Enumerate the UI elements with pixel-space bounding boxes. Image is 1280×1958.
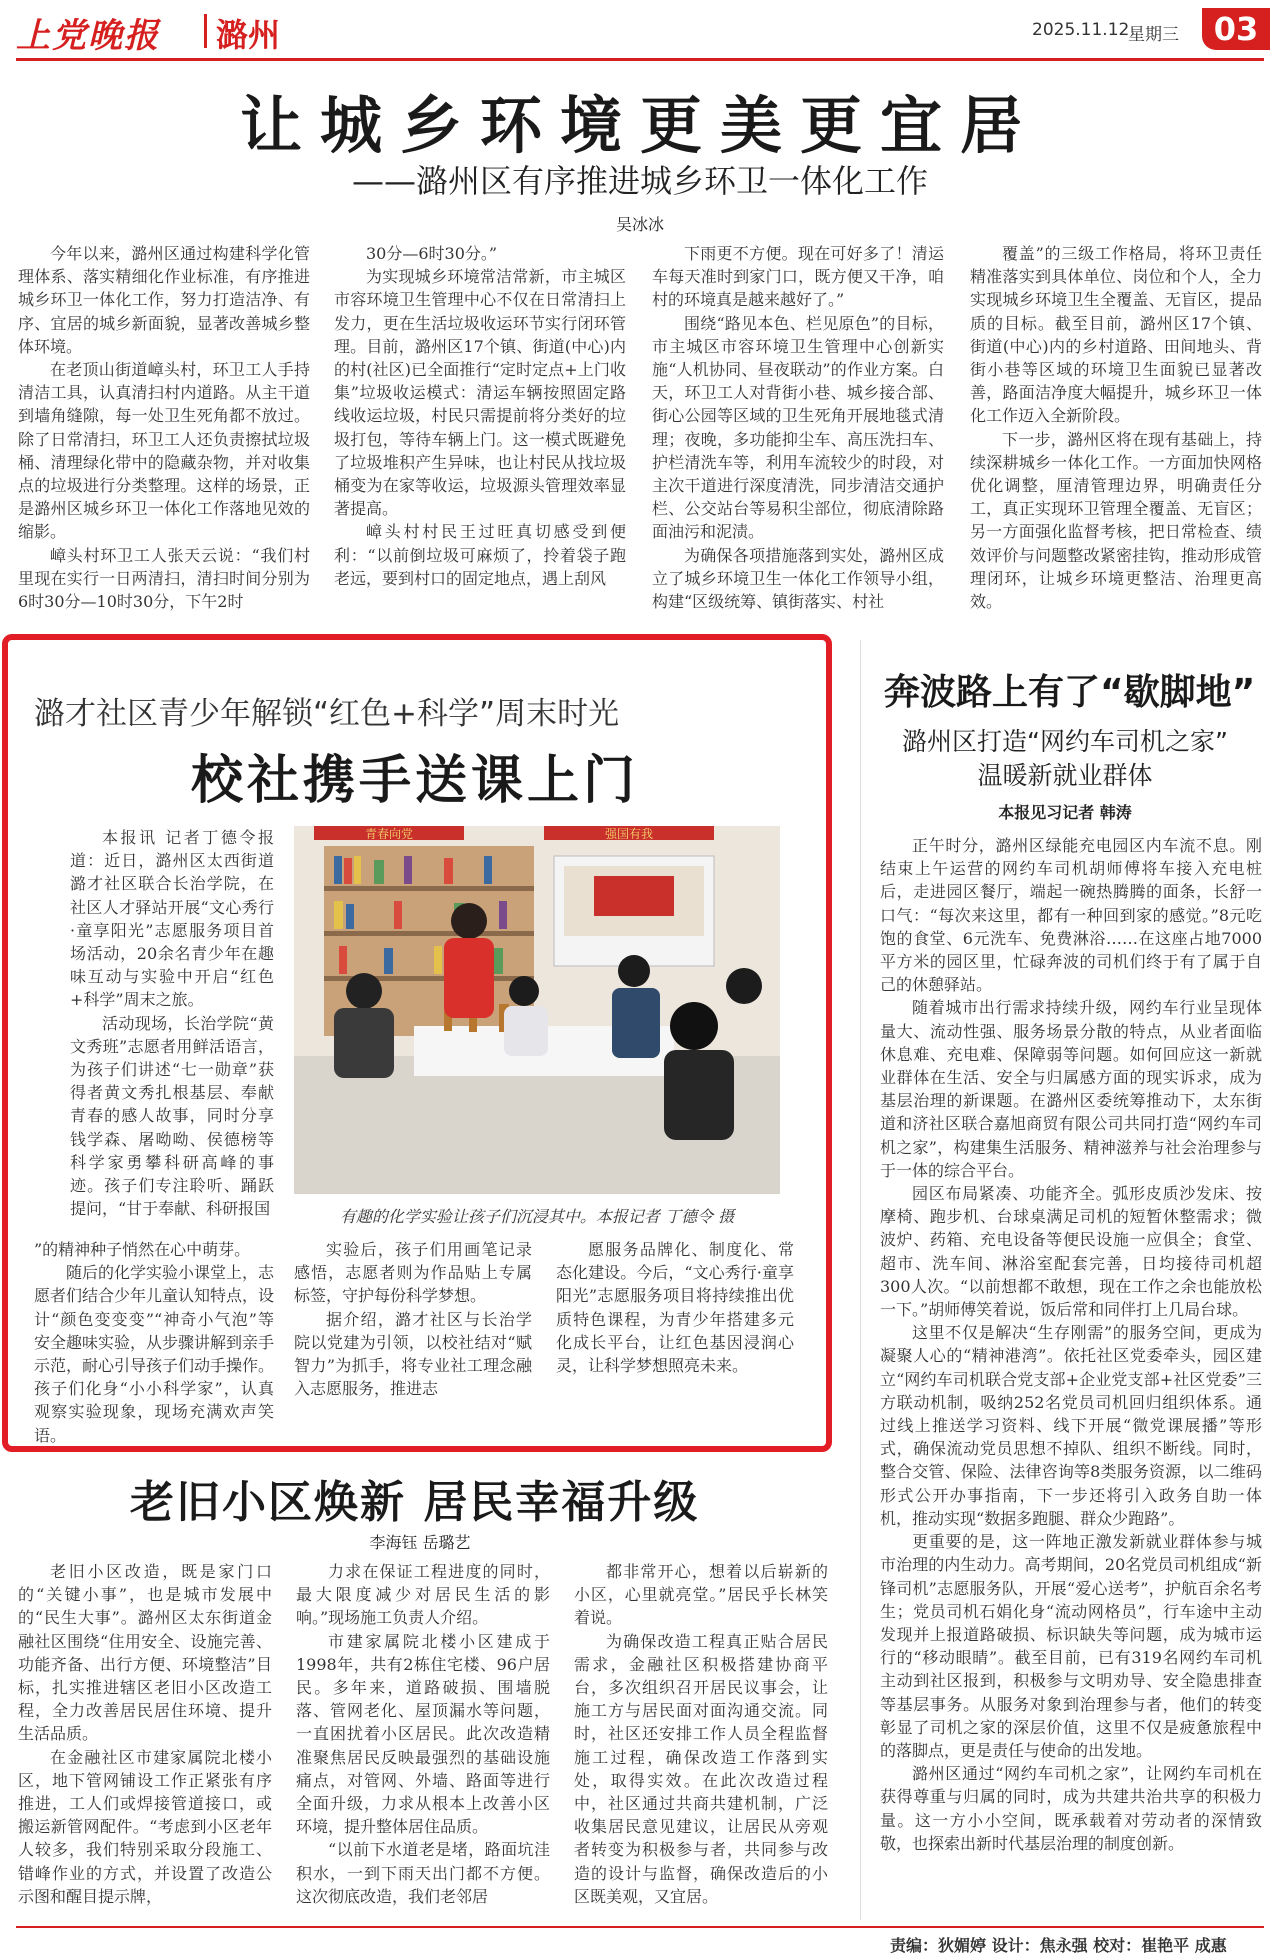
newspaper-logo: 上党晚报 <box>16 16 160 56</box>
paragraph: 正午时分，潞州区绿能充电园区内车流不息。刚结束上午运营的网约车司机胡师傅将车接入充电桩后，走进园区餐厅，端起一碗热腾腾的面条，长舒一口气：“每次来这里，都有一种回到家的感觉。”8元吃饱的食堂、6元洗车、免费淋浴……在这座占地7000平方米的园区里，忙碌奔波的司机们终于有了属于自己的休憩驿站。 <box>880 836 1262 995</box>
article2-column-b <box>294 1238 532 1422</box>
article2-kicker: 潞才社区青少年解锁“红色+科学”周末时光 <box>34 696 620 732</box>
paragraph: 30分—6时30分。” <box>366 244 498 263</box>
article3-body <box>880 834 1262 1924</box>
article1-column-4 <box>970 242 1262 624</box>
photo-caption: 有趣的化学实验让孩子们沉浸其中。本报记者 丁德令 摄 <box>339 1207 735 1226</box>
photo-banner-left: 青春向党 <box>364 827 414 841</box>
issue-date: 2025.11.12 <box>1032 20 1130 40</box>
article3-title: 奔波路上有了“歇脚地” <box>884 672 1256 713</box>
paragraph: 市建家属院北楼小区建成于1998年，共有2栋住宅楼、96户居民。多年来，道路破损、围墙脱落、管网老化、屋顶漏水等问题，一直困扰着小区居民。此次改造精准聚焦居民反映最强烈的基础设施痛点，对管网、外墙、路面等进行全面升级，力求从根本上改善小区环境，提升整体居住品质。 <box>296 1631 550 1837</box>
science-class-photo <box>294 826 780 1194</box>
paragraph: 随着城市出行需求持续升级，网约车行业呈现体量大、流动性强、服务场景分散的特点，从业者面临休息难、充电难、保障弱等问题。如何回应这一新就业群体在生活、安全与归属感方面的现实诉求，成为基层治理的新课题。在潞州区委统筹推动下，太东街道和济社区联合嘉旭商贸有限公司共同打造“网约车司机之家”，构建集生活服务、精神滋养与社会治理参与于一体的综合平台。 <box>880 998 1262 1180</box>
article2-column-a-top <box>70 826 274 1238</box>
article4-column-1 <box>18 1560 272 1926</box>
paragraph: 为实现城乡环境常洁常新，市主城区市容环境卫生管理中心不仅在日常清扫上发力，更在生活垃圾收运环节实行闭环管理。目前，潞州区17个镇、街道(中心)内的村(社区)已全面推行“定时定点+上门收集”垃圾收运模式：清运车辆按照固定路线收运垃圾，村民只需提前将分类好的垃圾打包，等待车辆上门。这一模式既避免了垃圾堆积产生异味，也让村民从找垃圾桶变为在家等收运，垃圾源头管理效率显著提高。 <box>334 267 626 519</box>
paragraph: 更重要的是，这一阵地正激发新就业群体参与城市治理的内生动力。高考期间，20名党员司机组成“新锋司机”志愿服务队，开展“爱心送考”，护航百余名考生；党员司机石娟化身“流动网格员”，行车途中主动发现并上报道路破损、标识缺失等问题，成为城市运行的“移动眼睛”。截至目前，已有319名网约车司机主动到社区报到，积极参与文明劝导、安全隐患排查等基层事务。从服务对象到治理参与者，他们的转变彰显了司机之家的深层价值，这里不仅是疲惫旅程中的落脚点，更是责任与使命的出发地。 <box>880 1532 1262 1760</box>
article4-column-3 <box>574 1560 828 1926</box>
photo-banner-right: 强国有我 <box>604 827 654 841</box>
article4-title: 老旧小区焕新 居民幸福升级 <box>130 1477 700 1528</box>
footer-rule <box>16 1926 1264 1928</box>
article1-column-1 <box>18 242 310 624</box>
page-number: 03 <box>1202 8 1270 50</box>
article4-author: 李海钰 岳璐艺 <box>369 1533 471 1552</box>
paragraph: 嶂头村村民王过旺真切感受到便利：“以前倒垃圾可麻烦了，拎着袋子跑老远，要到村口的固定地点，遇上刮风 <box>334 522 626 588</box>
article4-column-2 <box>296 1560 550 1926</box>
paragraph: 力求在保证工程进度的同时，最大限度减少对居民生活的影响。”现场施工负责人介绍。 <box>296 1562 550 1628</box>
paragraph: 围绕“路见本色、栏见原色”的目标，市主城区市容环境卫生管理中心创新实施“人机协同、昼夜联动”的作业方案。白天，环卫工人对背街小巷、城乡接合部、街心公园等区域的卫生死角开展地毯式清理；夜晚，多功能抑尘车、高压洗扫车、护栏清洗车等，利用车流较少的时段，对主次干道进行深度清洗，同步清洁交通护栏、公交站台等易积尘部位，彻底清除路面油污和泥渍。 <box>652 313 944 542</box>
paragraph: 老旧小区改造，既是家门口的“关键小事”，也是城市发展中的“民生大事”。潞州区太东街道金融社区围绕“住用安全、设施完善、功能齐备、出行方便、环境整洁”目标，扎实推进辖区老旧小区改造工程，全力改善居民居住环境、提升生活品质。 <box>18 1562 272 1744</box>
paragraph: 本报讯 记者丁德令报道：近日，潞州区太西街道潞才社区联合长治学院，在社区人才驿站开展“文心秀行·童享阳光”志愿服务项目首场活动，20余名青少年在趣味互动与实验中开启“红色+科学”周末之旅。 <box>70 828 274 1010</box>
article1-title: 让城乡环境更美更宜居 <box>239 89 1040 162</box>
paragraph: “以前下水道老是堵，路面坑洼积水，一到下雨天出门都不方便。这次彻底改造，我们老邻居 <box>296 1840 550 1906</box>
paragraph: 愿服务品牌化、制度化、常态化建设。今后，“文心秀行·童享阳光”志愿服务项目将持续推出优质特色课程，为青少年搭建多元化成长平台，让红色基因浸润心灵，让科学梦想照亮未来。 <box>556 1240 794 1376</box>
paragraph: 为确保改造工程真正贴合居民需求，金融社区积极搭建协商平台，多次组织召开居民议事会，让施工方与居民面对面沟通交流。同时，社区还安排工作人员全程监督施工过程，确保改造工作落到实处，取得实效。在此次改造过程中，社区通过共商共建机制，广泛收集居民意见建议，让居民从旁观者转变为积极参与者，共同参与改造的设计与监督，确保改造后的小区既美观，又宜居。 <box>574 1631 828 1906</box>
paragraph: 为确保各项措施落到实处，潞州区成立了城乡环境卫生一体化工作领导小组，构建“区级统筹、镇街落实、村社 <box>652 545 944 612</box>
issue-weekday: 星期三 <box>1128 25 1179 45</box>
paragraph: 覆盖”的三级工作格局，将环卫责任精准落实到具体单位、岗位和个人，全力实现城乡环境卫生全覆盖、无盲区，提品质的目标。截至目前，潞州区17个镇、街道(中心)内的乡村道路、田间地头、背街小巷等区域的环境卫生面貌已显著改善，路面洁净度大幅提升，城乡环卫一体化工作迈入全新阶段。 <box>970 244 1262 426</box>
article1-column-2 <box>334 242 626 624</box>
classroom-illustration <box>294 826 780 1194</box>
paragraph: 嶂头村环卫工人张天云说：“我们村里现在实行一日两清扫，清扫时间分别为6时30分—10时30分，下午2时 <box>18 545 310 612</box>
paragraph: 都非常开心，想着以后崭新的小区，心里就亮堂。”居民乎长林笑着说。 <box>574 1562 828 1628</box>
paragraph: 实验后，孩子们用画笔记录感悟，志愿者则为作品贴上专属标签，守护每份科学梦想。 <box>294 1240 532 1306</box>
article3-subtitle-1: 潞州区打造“网约车司机之家” <box>902 727 1228 756</box>
paragraph: 园区布局紧凑、功能齐全。弧形皮质沙发床、按摩椅、跑步机、台球桌满足司机的短暂休整需求；微波炉、药箱、充电设备等便民设施一应俱全；食堂、超市、洗车间、淋浴室配套完善，日均接待司机超300人次。“以前想都不敢想，现在工作之余也能放松一下。”胡师傅笑着说，饭后常和同伴打上几局台球。 <box>880 1184 1262 1320</box>
article2-column-c <box>556 1238 794 1422</box>
paragraph: 在金融社区市建家属院北楼小区，地下管网铺设工作正紧张有序推进，工人们或焊接管道接口，或搬运新管网配件。“考虑到小区老年人较多，我们特别采取分段施工、错峰作业的方式，并设置了改造公示图和醒目提示牌， <box>18 1747 272 1906</box>
paragraph: 今年以来，潞州区通过构建科学化管理体系、落实精细化作业标准，有序推进城乡环卫一体化工作，努力打造洁净、有序、宜居的城乡新面貌，显著改善城乡整体环境。 <box>18 244 310 356</box>
article2-column-a-bottom <box>34 1238 275 1445</box>
article1-author: 吴冰冰 <box>615 215 664 234</box>
masthead-rule <box>16 58 1264 61</box>
section-name: 潞州 <box>216 16 281 54</box>
logo-divider <box>204 14 207 48</box>
paragraph: 随后的化学实验小课堂上，志愿者们结合少年儿童认知特点，设计“颜色变变变”“神奇小气泡”等安全趣味实验，从步骤讲解到亲手示范，耐心引导孩子们动手操作。孩子们化身“小小科学家”，认真观察实验现象，现场充满欢声笑语。 <box>34 1263 275 1445</box>
paragraph: 在老顶山街道嶂头村，环卫工人手持清洁工具，认真清扫村内道路。从主干道到墙角缝隙，每一处卫生死角都不放过。除了日常清扫，环卫工人还负责擦拭垃圾桶、清理绿化带中的隐藏杂物，并对收集点的垃圾进行分类整理。这样的场景，正是潞州区城乡环卫一体化工作落地见效的缩影。 <box>18 360 310 542</box>
article3-author: 本报见习记者 韩涛 <box>998 803 1132 822</box>
article1-column-3 <box>652 242 944 624</box>
paragraph: 下雨更不方便。现在可好多了！清运车每天准时到家门口，既方便又干净，咱村的环境真是越来越好了。” <box>652 244 944 310</box>
masthead <box>16 8 1264 54</box>
column-divider <box>860 640 861 1920</box>
editor-credits: 责编：狄媚婷 设计：焦永强 校对：崔艳平 成惠 <box>890 1936 1227 1955</box>
paragraph: 下一步，潞州区将在现有基础上，持续深耕城乡一体化工作。一方面加快网格优化调整，厘清管理边界，明确责任分工，真正实现环卫管理全覆盖、无盲区；另一方面强化监督考核，把日常检查、绩效评价与问题整改紧密挂钩，推动形成管理闭环，让城乡环境更整洁、治理更高效。 <box>970 429 1262 612</box>
paragraph: ”的精神种子悄然在心中萌芽。 <box>34 1240 251 1259</box>
paragraph: 活动现场，长治学院“黄文秀班”志愿者用鲜活语言，为孩子们讲述“七一勋章”获得者黄文秀扎根基层、奉献青春的感人故事，同时分享钱学森、屠呦呦、侯德榜等科学家勇攀科研高峰的事迹。孩子们专注聆听、踊跃提问，“甘于奉献、科研报国 <box>70 1013 274 1219</box>
paragraph: 据介绍，潞才社区与长治学院以党建为引领，以校社结对“赋智力”为抓手，将专业社工理念融入志愿服务，推进志 <box>294 1309 532 1399</box>
paragraph: 潞州区通过“网约车司机之家”，让网约车司机在获得尊重与归属的同时，成为共建共治共享的积极力量。这一方小小空间，既承载着对劳动者的深情致敬，也探索出新时代基层治理的制度创新。 <box>880 1764 1262 1853</box>
article2-title: 校社携手送课上门 <box>190 751 639 811</box>
article3-subtitle-2: 温暖新就业群体 <box>977 761 1153 790</box>
article1-subtitle: ——潞州区有序推进城乡环卫一体化工作 <box>351 162 928 200</box>
paragraph: 这里不仅是解决“生存刚需”的服务空间，更成为凝聚人心的“精神港湾”。依托社区党委牵头，园区建立“网约车司机联合党支部+企业党支部+社区党委”三方联动机制，吸纳252名党员司机回归组织体系。通过线上推送学习资料、线下开展“微党课展播”等形式，确保流动党员思想不掉队、组织不断线。同时，整合交管、保险、法律咨询等8类服务资源，以二维码形式公开办事指南，下一步还将引入政务自助一体机，推动实现“数据多跑腿、群众少跑路”。 <box>880 1323 1262 1528</box>
